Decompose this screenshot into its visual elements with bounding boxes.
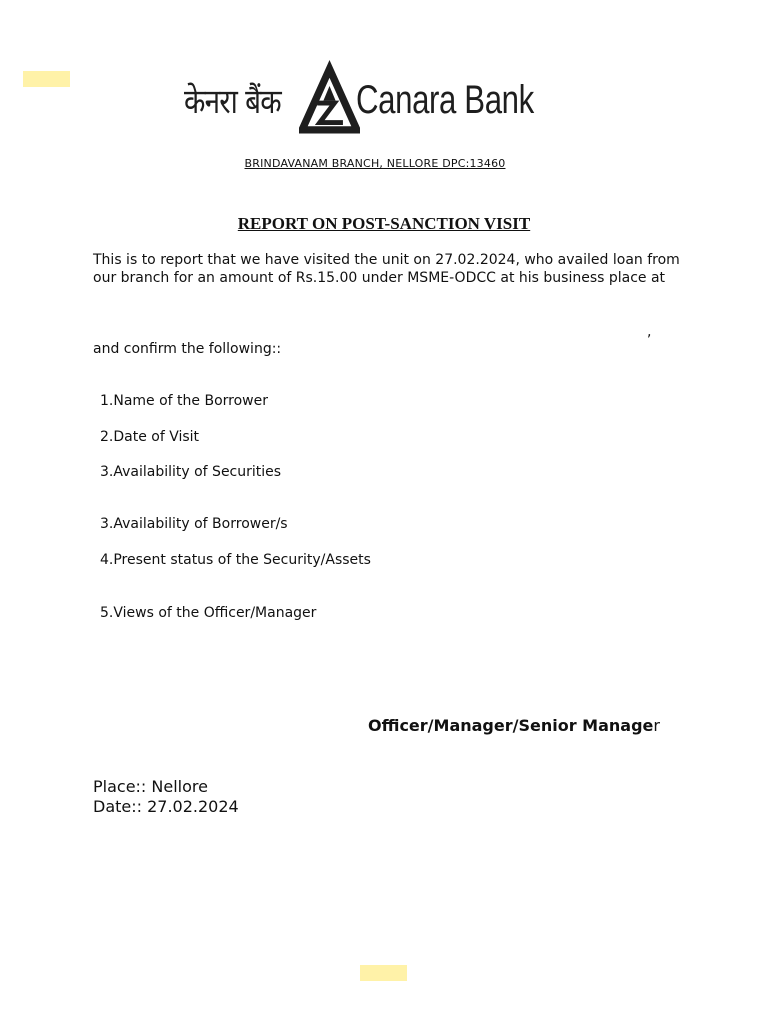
item-present-status: 4.Present status of the Security/Assets bbox=[100, 552, 371, 568]
report-title: REPORT ON POST-SANCTION VISIT bbox=[237, 214, 531, 233]
bank-logo bbox=[184, 44, 584, 156]
item-availability-borrowers: 3.Availability of Borrower/s bbox=[100, 516, 288, 532]
signature-designation bbox=[368, 716, 660, 735]
highlight-mark-bottom bbox=[360, 965, 407, 981]
logo-english-text: Canara Bank bbox=[356, 77, 534, 122]
address-comma: , bbox=[647, 324, 652, 340]
signature-tail: r bbox=[653, 716, 660, 735]
item-availability-securities: 3.Availability of Securities bbox=[100, 464, 282, 480]
branch-line bbox=[0, 157, 768, 170]
logo-hindi-text: केनरा बैंक bbox=[184, 82, 281, 122]
branch-text: BRINDAVANAM BRANCH, NELLORE DPC:13460 bbox=[244, 157, 506, 170]
intro-paragraph: This is to report that we have visited the unit on 27.02.2024, who availed loan from our branch for an amount of Rs.15.00 under MSME-ODCC at his business place at bbox=[93, 252, 680, 286]
confirm-line: and confirm the following:: bbox=[93, 341, 282, 357]
canara-bank-emblem-icon bbox=[299, 45, 360, 155]
signature-main: Officer/Manager/Senior Manage bbox=[368, 716, 654, 735]
item-officer-views: 5.Views of the Officer/Manager bbox=[100, 605, 317, 621]
highlight-mark-top bbox=[23, 71, 70, 87]
item-date-of-visit: 2.Date of Visit bbox=[100, 429, 200, 445]
date-line: Date:: 27.02.2024 bbox=[93, 797, 239, 816]
item-borrower-name: 1.Name of the Borrower bbox=[100, 393, 268, 409]
place-line: Place:: Nellore bbox=[93, 777, 208, 796]
